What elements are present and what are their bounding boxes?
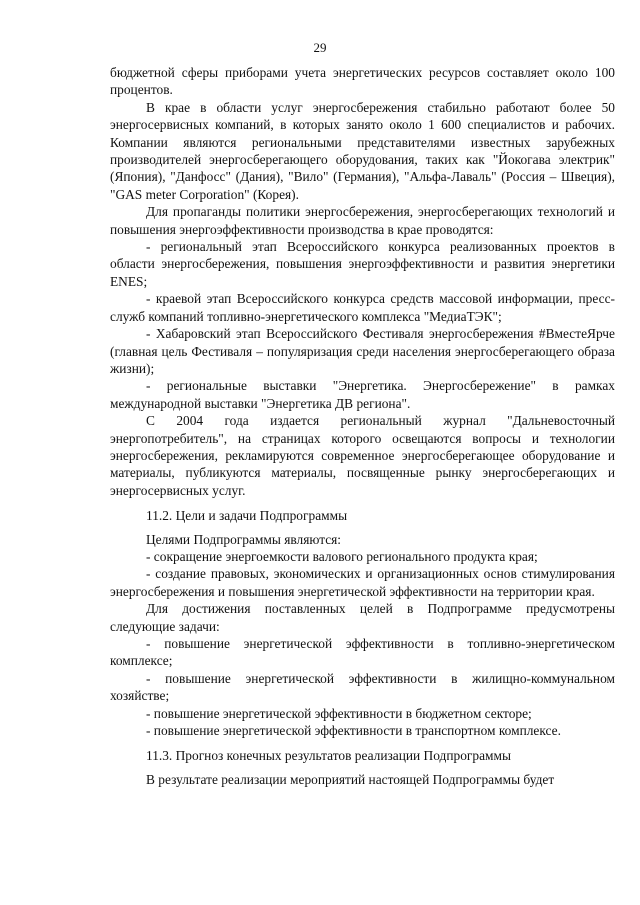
list-item: - сокращение энергоемкости валового регионального продукта края; <box>146 548 538 564</box>
list-item: - повышение энергетической эффективности в топливно-энергетическом комплексе; <box>110 636 615 669</box>
list-item: - региональные выставки "Энергетика. Энергосбережение" в рамках международной выставки "Энергетика ДВ региона". <box>110 378 615 411</box>
section-heading: 11.2. Цели и задачи Подпрограммы <box>146 508 348 524</box>
page-number: 29 <box>313 40 327 55</box>
list-item: - повышение энергетической эффективности в жилищно-коммунальном хозяйстве; <box>110 670 615 704</box>
paragraph: В результате реализации мероприятий настоящей Подпрограммы будет <box>146 771 555 787</box>
section-heading: 11.3. Прогноз конечных результатов реализации Подпрограммы <box>146 748 511 764</box>
list-item: - региональный этап Всероссийского конкурса реализованных проектов в области энергосбережения, повышения энергоэффективности и развития энергетики ENES; <box>110 239 615 289</box>
list-item: - Хабаровский этап Всероссийского Фестиваля энергосбережения #ВместеЯрче (главная цель Фестиваля – популяризация среди населения энергосберегающего образа жизни); <box>110 326 615 376</box>
paragraph: С 2004 года издается региональный журнал "Дальневосточный энергопотребитель", на страницах которого освещаются вопросы и технологии энергосбережения, рекламируются современное энергосберегающее оборудование и материалы, публикуются материалы, посвященные рынку энергосберегающих и энергосервисных услуг. <box>110 413 615 498</box>
list-item: - повышение энергетической эффективности в транспортном комплексе. <box>146 723 561 739</box>
list-item: - повышение энергетической эффективности в бюджетном секторе; <box>146 705 532 721</box>
paragraph: Целями Подпрограммы являются: <box>146 531 342 547</box>
paragraph: Для пропаганды политики энергосбережения, энергосберегающих технологий и повышения энергоэффективности производства в крае проводятся: <box>110 204 615 237</box>
paragraph: бюджетной сферы приборами учета энергетических ресурсов составляет около 100 процентов. <box>110 65 615 98</box>
body-text <box>110 64 615 788</box>
paragraph: Для достижения поставленных целей в Подпрограмме предусмотрены следующие задачи: <box>110 601 615 634</box>
list-item: - создание правовых, экономических и организационных основ стимулирования энергосбережения и повышения энергетической эффективности на территории края. <box>110 566 615 599</box>
list-item: - краевой этап Всероссийского конкурса средств массовой информации, пресс-служб компаний топливно-энергетического комплекса "МедиаТЭК"; <box>110 291 615 324</box>
paragraph: В крае в области услуг энергосбережения стабильно работают более 50 энергосервисных компаний, в которых занято около 1 600 специалистов и рабочих. Компании являются региональными представителями известных зарубежных производителей энергосберегающего оборудования, таких как "Йокогава электрик" (Япония), "Данфосс" (Дания), "Вило" (Германия), "Альфа-Лаваль" (Россия – Швеция), "GAS meter Corporation" (Корея). <box>110 99 615 202</box>
